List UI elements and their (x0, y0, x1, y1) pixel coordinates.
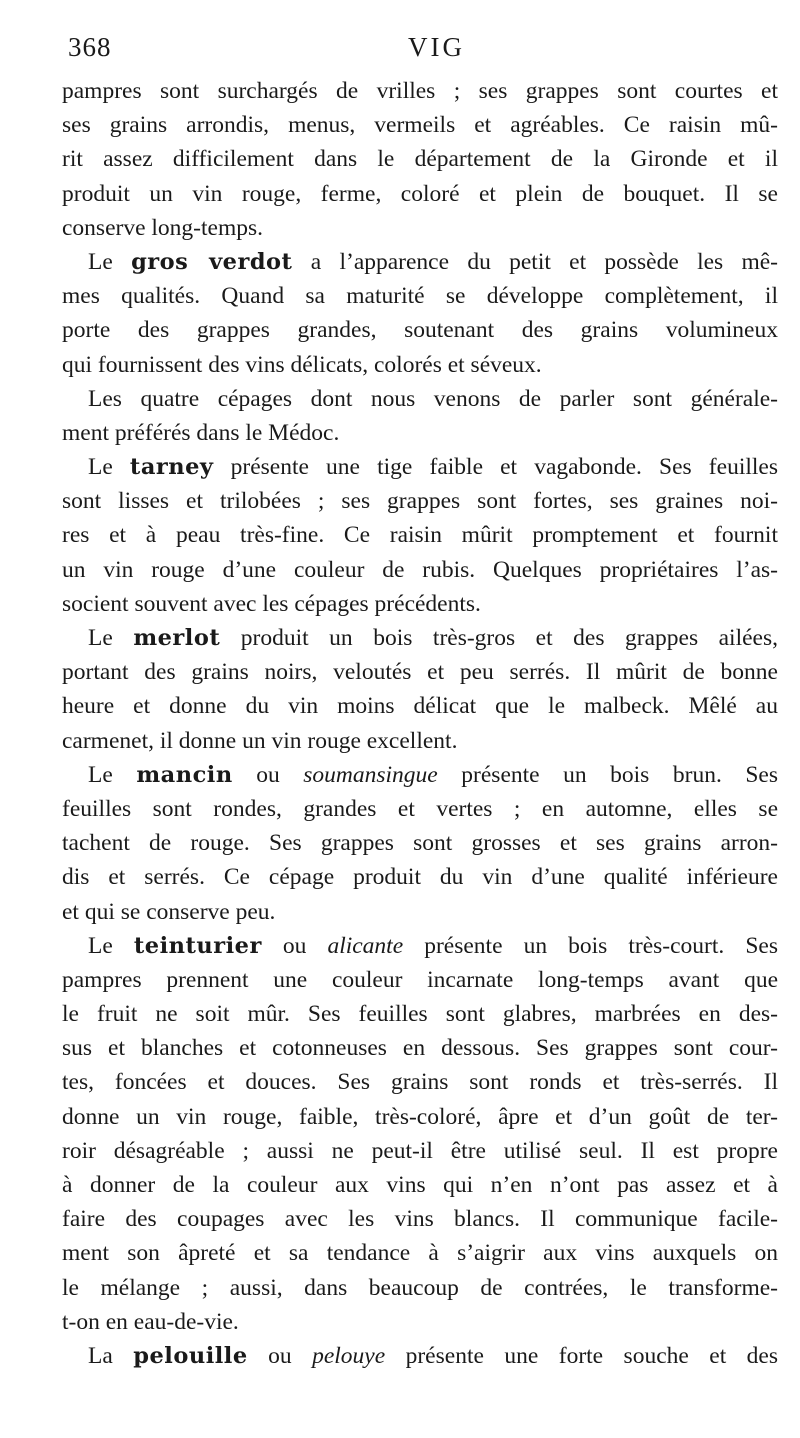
text-line (62, 689, 778, 723)
text-line (62, 929, 778, 963)
line-text: le mélange ; aussi, dans beaucoup de contrées, le transforme- (62, 1274, 778, 1301)
line-text: ses grains arrondis, menus, vermeils et agréables. Ce raisin mû- (62, 112, 778, 139)
variety-synonym: pelouye (312, 1342, 386, 1369)
text-line (62, 450, 778, 484)
line-text: ment son âpreté et sa tendance à s’aigrir aux vins auxquels on (62, 1240, 778, 1267)
text-line (62, 1134, 778, 1168)
variety-synonym: alicante (327, 932, 404, 959)
grape-variety-name: gros verdot (131, 248, 293, 275)
text-line (62, 1100, 778, 1134)
line-text: carmenet, il donne un vin rouge excellent. (62, 727, 458, 754)
text-line (62, 484, 778, 518)
line-text: conserve long-temps. (62, 214, 264, 241)
grape-variety-name: merlot (133, 625, 221, 651)
line-text: présente une tige faible et vagabonde. Ses feuilles (213, 454, 778, 481)
line-text: présente un bois brun. Ses (437, 761, 778, 788)
text-line (62, 1202, 778, 1236)
page-header (68, 32, 778, 68)
grape-variety-name: tarney (129, 454, 214, 481)
line-text: ment préférés dans le Médoc. (62, 419, 340, 446)
line-text: pampres sont surchargés de vrilles ; ses grappes sont courtes et (62, 78, 778, 104)
text-line (62, 587, 778, 621)
line-text: tachent de rouge. Ses grappes sont grosses et ses grains arron- (62, 830, 778, 857)
text-line (62, 621, 778, 655)
text-line (62, 1031, 778, 1065)
text-line (62, 895, 778, 929)
line-text: produit un bois très-gros et des grappes ailées, (220, 625, 778, 651)
text-line (62, 1065, 778, 1099)
line-text: et qui se conserve peu. (62, 898, 276, 925)
text-line (62, 211, 778, 245)
text-line (62, 1271, 778, 1305)
line-text: présente un bois très-court. Ses (403, 932, 778, 959)
line-text: présente une forte souche et des (385, 1342, 778, 1369)
text-line (62, 724, 778, 758)
line-text: sont lisses et trilobées ; ses grappes sont fortes, ses graines noi- (62, 488, 778, 515)
connector-word: ou (247, 1342, 313, 1369)
line-text: donne un vin rouge, faible, très-coloré, âpre et d’un goût de ter- (62, 1103, 778, 1130)
line-text: a l’apparence du petit et possède les mê- (292, 248, 778, 275)
text-line (62, 348, 778, 382)
line-text: socient souvent avec les cépages précédents. (62, 590, 481, 617)
grape-variety-name: teinturier (133, 932, 262, 959)
text-line (62, 518, 778, 552)
line-text: rit assez difficilement dans le département de la Gironde et il (62, 146, 778, 173)
line-text: dis et serrés. Ce cépage produit du vin d’une qualité inférieure (62, 864, 778, 891)
text-line (62, 245, 778, 279)
text-line (62, 655, 778, 689)
line-text: t-on en eau-de-vie. (62, 1308, 239, 1335)
text-line (62, 1236, 778, 1270)
line-text: un vin rouge d’une couleur de rubis. Quelques propriétaires l’as- (62, 556, 778, 583)
text-line (62, 963, 778, 997)
line-text: portant des grains noirs, veloutés et peu serrés. Il mûrit de bonne (62, 659, 778, 686)
article-prefix: Le (88, 248, 132, 275)
line-text: pampres prennent une couleur incarnate long-temps avant que (62, 966, 778, 993)
line-text: feuilles sont rondes, grandes et vertes ; en automne, elles se (62, 795, 778, 822)
line-text: qui fournissent des vins délicats, colorés et séveux. (62, 351, 542, 378)
text-line (62, 177, 778, 211)
article-prefix: Le (88, 761, 137, 788)
text-line (62, 142, 778, 176)
line-text: mes qualités. Quand sa maturité se développe complètement, il (62, 283, 778, 310)
article-prefix: Le (88, 454, 130, 481)
running-head: VIG (408, 32, 465, 62)
article-prefix: Le (88, 932, 134, 959)
page-number: 368 (68, 32, 112, 62)
text-line (62, 1339, 778, 1373)
line-text: Les quatre cépages dont nous venons de parler sont générale- (88, 385, 778, 412)
text-line (62, 826, 778, 860)
article-prefix: La (88, 1342, 134, 1369)
connector-word: ou (261, 932, 328, 959)
line-text: porte des grappes grandes, soutenant des grains volumineux (62, 317, 778, 344)
text-line (62, 792, 778, 826)
grape-variety-name: mancin (136, 761, 233, 788)
line-text: sus et blanches et cotonneuses en dessous. Ses grappes sont cour- (62, 1035, 778, 1062)
line-text: à donner de la couleur aux vins qui n’en n’ont pas assez et à (62, 1172, 778, 1198)
line-text: tes, foncées et douces. Ses grains sont ronds et très-serrés. Il (62, 1069, 778, 1096)
text-line (62, 382, 778, 416)
line-text: roir désagréable ; aussi ne peut-il être utilisé seul. Il est propre (62, 1137, 778, 1164)
text-line (62, 416, 778, 450)
body-text (62, 74, 778, 1373)
line-text: res et à peau très-fine. Ce raisin mûrit promptement et fournit (62, 522, 778, 549)
text-line (62, 553, 778, 587)
line-text: heure et donne du vin moins délicat que le malbeck. Mêlé au (62, 693, 778, 720)
grape-variety-name: pelouille (133, 1342, 248, 1369)
text-line (62, 108, 778, 142)
text-line (62, 313, 778, 347)
line-text: produit un vin rouge, ferme, coloré et plein de bouquet. Il se (62, 180, 778, 207)
text-line (62, 74, 778, 108)
text-line (62, 1305, 778, 1339)
line-text: le fruit ne soit mûr. Ses feuilles sont glabres, marbrées en des- (62, 1001, 778, 1028)
connector-word: ou (232, 761, 304, 788)
line-text: faire des coupages avec les vins blancs. Il communique facile- (62, 1206, 778, 1233)
text-line (62, 758, 778, 792)
variety-synonym: soumansingue (303, 761, 438, 788)
text-line (62, 1168, 778, 1202)
text-line (62, 279, 778, 313)
text-line (62, 860, 778, 894)
article-prefix: Le (88, 625, 134, 651)
text-line (62, 997, 778, 1031)
